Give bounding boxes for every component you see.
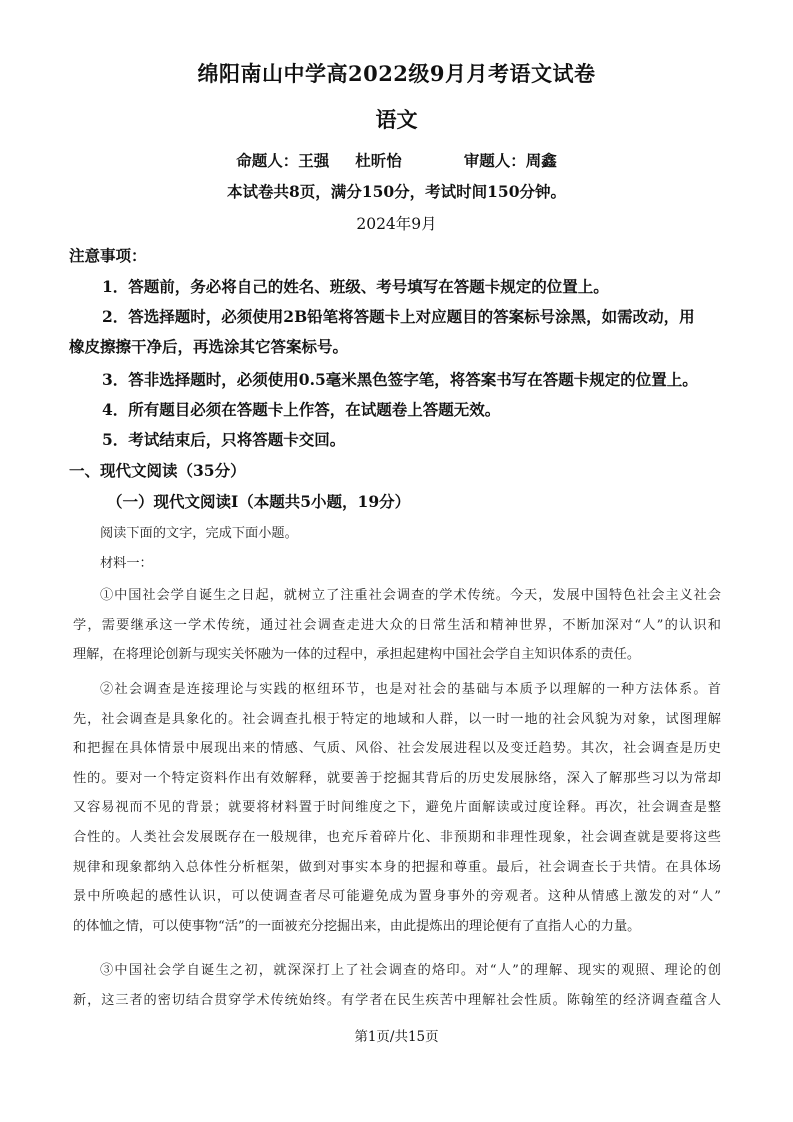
notice-item-5	[69, 425, 724, 455]
author-second: 杜昕怡	[355, 151, 402, 170]
subject-title: 语文	[375, 107, 418, 132]
reading-instruction-text: 阅读下面的文字，完成下面小题。	[100, 526, 298, 541]
notice-heading: 注意事项：	[69, 246, 147, 265]
paragraph-line: 规律和现象都纳入总体性分析框架，做到对事实本身的把握和尊重。最后，社会调查长于共情。在具体场	[73, 859, 721, 875]
paragraph-line: ②社会调查是连接理论与实践的枢纽环节，也是对社会的基础与本质予以理解的一种方法体系。首	[100, 682, 721, 697]
author-line	[0, 149, 793, 171]
reading-instruction	[73, 519, 721, 549]
paragraph-line: 景中所唤起的感性认识，可以使调查者尽可能避免成为置身事外的旁观者。这种从情感上激发的对“人”	[73, 889, 721, 905]
paragraph-2	[73, 675, 721, 941]
paragraph-line: 性的。要对一个特定资料作出有效解释，就要善于挖掘其背后的历史发展脉络，深入了解那些习以为常却	[73, 770, 721, 786]
paragraph-line: 和把握在具体情景中展现出来的情感、气质、风俗、社会发展进程以及变迁趋势。其次，社会调查是历史	[73, 741, 721, 757]
exam-date: 2024年9月	[356, 215, 437, 233]
paragraph-line: 理解，在将理论创新与现实关怀融为一体的过程中，承担起建构中国社会学自主知识体系的责任。	[73, 647, 641, 663]
notice-item-1-text: 1．答题前，务必将自己的姓名、班级、考号填写在答题卡规定的位置上。	[102, 277, 609, 296]
material-label	[73, 549, 721, 579]
paragraph-3	[73, 956, 721, 1015]
page-number: 第1页/共15页	[354, 1029, 439, 1045]
section-heading: 一、现代文阅读（35分）	[69, 461, 246, 480]
paragraph-line: 合性的。人类社会发展既存在一般规律，也充斥着碎片化、非预期和非理性现象，社会调查就是要将这些	[73, 829, 721, 845]
notice-item-2-line-2: 橡皮擦擦干净后，再选涂其它答案标号。	[69, 337, 349, 356]
notice-item-3-text: 3．答非选择题时，必须使用0.5毫米黑色签字笔，将答案书写在答题卡规定的位置上。	[102, 370, 698, 389]
paragraph-line: ③中国社会学自诞生之初，就深深打上了社会调查的烙印。对“人”的理解、现实的观照、理论的创	[100, 963, 721, 978]
subsection-heading: （一）现代文阅读Ⅰ（本题共5小题，19分）	[107, 492, 411, 511]
paragraph-line: 先，社会调查是具象化的。社会调查扎根于特定的地域和人群，以一时一地的社会风貌为对象，试图理解	[73, 711, 721, 727]
exam-title: 绵阳南山中学高2022级9月月考语文试卷	[197, 61, 596, 86]
notice-item-4	[69, 395, 724, 425]
notice-item-4-text: 4．所有题目必须在答题卡上作答，在试题卷上答题无效。	[102, 400, 501, 419]
paragraph-line: ①中国社会学自诞生之日起，就树立了注重社会调查的学术传统。今天，发展中国特色社会主义社会	[100, 588, 721, 603]
notice-item-5-text: 5．考试结束后，只将答题卡交回。	[102, 430, 346, 449]
notice-item-2-line-1: 2．答选择题时，必须使用2B铅笔将答题卡上对应题目的答案标号涂黑，如需改动，用	[102, 307, 695, 326]
paragraph-1	[73, 581, 721, 670]
material-label-text: 材料一：	[100, 556, 153, 571]
notice-item-3	[69, 365, 724, 395]
paragraph-line: 的体恤之情，可以使事物“活”的一面被充分挖掘出来，由此提炼出的理论便有了直指人心的力量。	[73, 918, 641, 934]
paragraph-line: 学，需要继承这一学术传统，通过社会调查走进大众的日常生活和精神世界，不断加深对“人”的认识和	[73, 617, 721, 633]
reviewer-label: 审题人：周鑫	[463, 151, 557, 170]
exam-info: 本试卷共8页，满分150分，考试时间150分钟。	[227, 182, 566, 201]
notice-item-2	[69, 302, 724, 362]
paragraph-line: 又容易视而不见的背景；就要将材料置于时间维度之下，避免片面解读或过度诠释。再次，社会调查是整	[73, 800, 721, 816]
paragraph-line: 新，这三者的密切结合贯穿学术传统始终。有学者在民生疾苦中理解社会性质。陈翰笙的经济调查蕴含人	[73, 992, 721, 1008]
notice-item-1	[69, 272, 724, 302]
author-label: 命题人：王强	[236, 151, 330, 170]
